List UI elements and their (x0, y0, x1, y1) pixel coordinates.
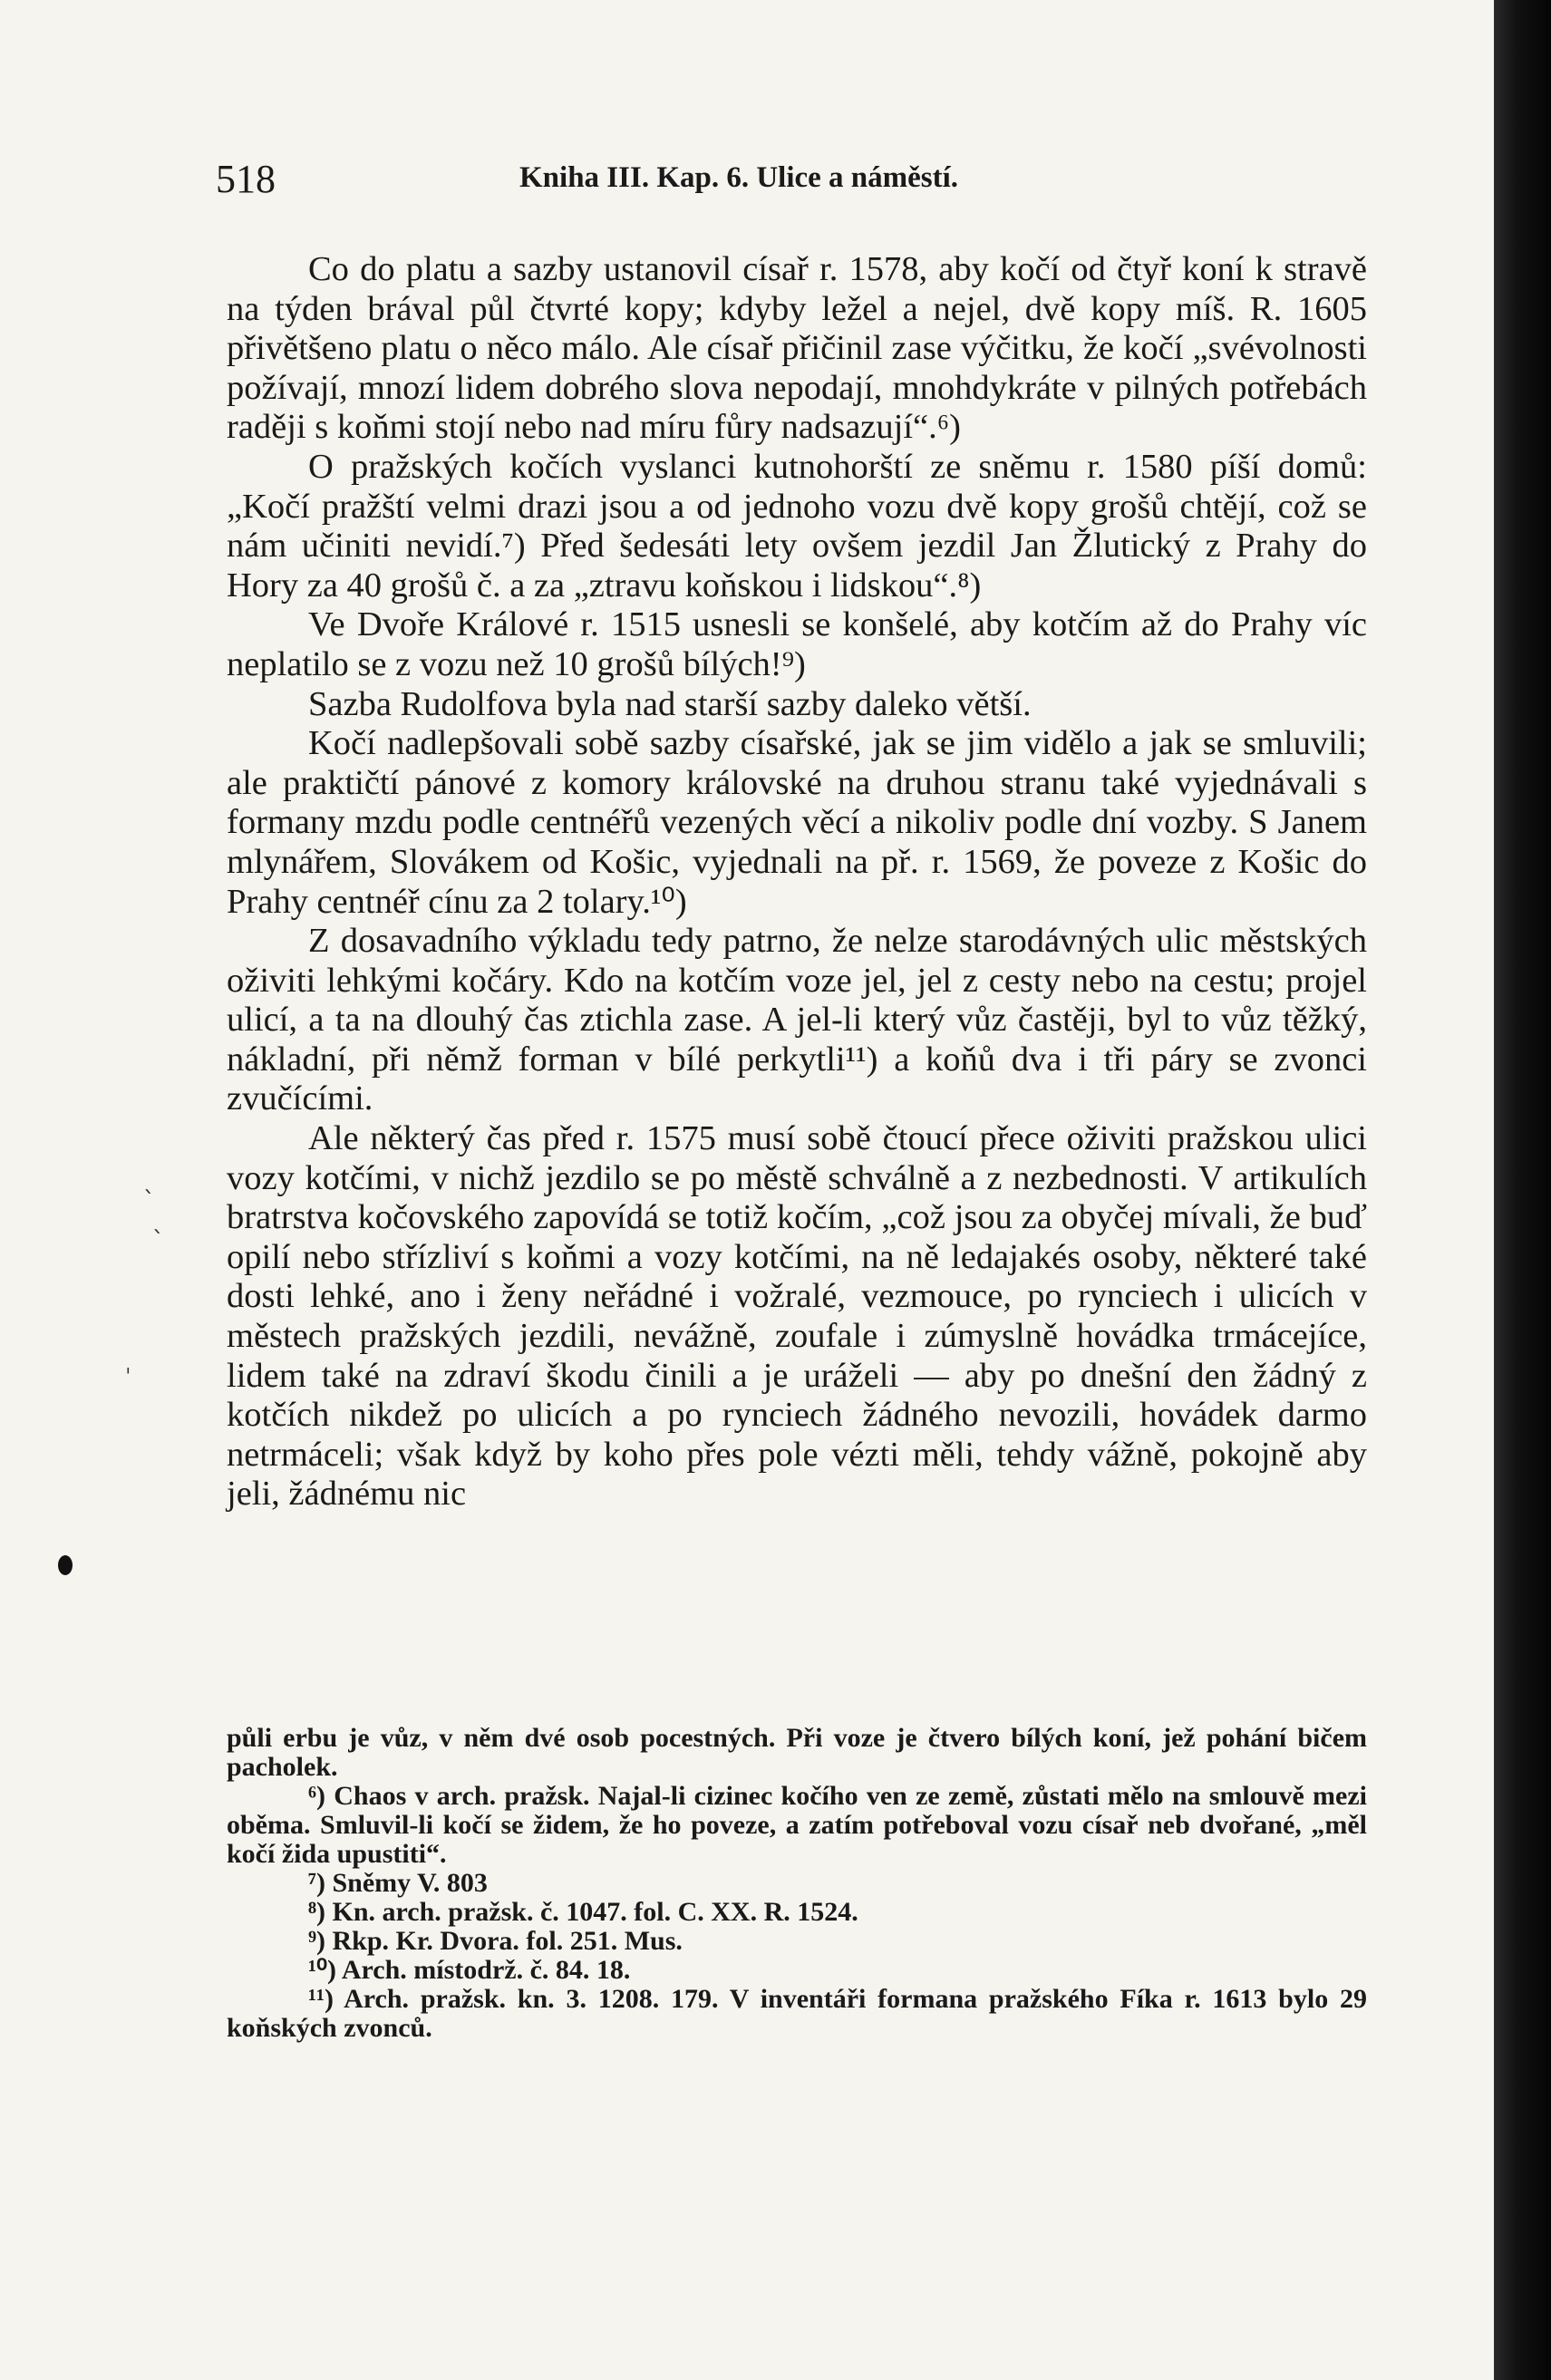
page-header (216, 156, 1367, 207)
footnote: ¹⁰) Arch. místodrž. č. 84. 18. (308, 1955, 631, 1985)
main-text (227, 250, 1367, 1514)
footnote: ⁷) Sněmy V. 803 (308, 1868, 488, 1898)
paragraph: O pražských kočích vyslanci kutnohorští ze sněmu r. 1580 píší domů: „Kočí pražští velmi drazi jsou a od jednoho vozu dvě kopy grošů chtějí, což se nám učiniti nevidí.⁷) Před šedesáti lety ovšem jezdil Jan Žlutický z Prahy do Hory za 40 grošů č. a za „ztravu koňskou i lidskou“.⁸) (227, 447, 1367, 605)
scan-border (1494, 0, 1551, 2380)
footnote: ¹¹) Arch. pražsk. kn. 3. 1208. 179. V inventáři formana pražského Fíka r. 1613 bylo 29 koňských zvonců. (227, 1984, 1367, 2043)
paragraph: Ale některý čas před r. 1575 musí sobě čtoucí přece oživiti pražskou ulici vozy kotčími, v nichž jezdilo se po městě schválně a z nezbednosti. V artikulích bratrstva kočovského zapovídá se totiž kočím, „což jsou za obyčej mívali, že buď opilí nebo střízliví s koňmi a vozy kotčími, na ně ledajakés osoby, některé také dosti lehké, ano i ženy neřádné i vožralé, vezmouce, po rynciech i ulicích v městech pražských jezdili, nevážně, zoufale i zúmyslně hovádka trmácejíce, lidem také na zdraví škodu činili a je uráželi — aby po dnešní den žádný z kotčích nikdež po ulicích a po rynciech žádného nevozili, hovádek darmo netrmáceli; však když by koho přes pole vézti měli, tehdy vážně, pokojně aby jeli, žádnému nic (227, 1119, 1367, 1514)
paragraph: Co do platu a sazby ustanovil císař r. 1578, aby kočí od čtyř koní k stravě na týden brával půl čtvrté kopy; kdyby ležel a nejel, dvě kopy míš. R. 1605 přivětšeno platu o něco málo. Ale císař přičinil zase výčitku, že kočí „svévolnosti požívají, mnozí lidem dobrého slova nepodají, mnohdykráte v pilných potřebách raději s koňmi stojí nebo nad míru fůry nadsazují“.⁶) (227, 250, 1367, 447)
footnotes (227, 1724, 1367, 2043)
ink-spot-icon (58, 1555, 73, 1575)
footnote: ⁹) Rkp. Kr. Dvora. fol. 251. Mus. (308, 1926, 683, 1956)
footnote-continuation: půli erbu je vůz, v něm dvé osob pocestných. Při voze je čtvero bílých koní, jež pohání bičem pacholek. (227, 1723, 1367, 1782)
paragraph: Ve Dvoře Králové r. 1515 usnesli se konšelé, aby kotčím až do Prahy víc neplatilo se z vozu než 10 grošů bílých!⁹) (227, 605, 1367, 683)
paragraph: Sazba Rudolfova byla nad starší sazby daleko větší. (308, 684, 1032, 723)
pencil-mark-icon: ˌ (125, 1350, 131, 1376)
paragraph: Z dosavadního výkladu tedy patrno, že nelze starodávných ulic městských oživiti lehkými kočáry. Kdo na kotčím voze jel, jel z cesty nebo na cestu; projel ulicí, a ta na dlouhý čas ztichla zase. A jel-li který vůz častěji, byl to vůz těžký, nákladní, při němž forman v bílé perkytli¹¹) a koňů dva i tři páry se zvonci zvučícími. (227, 922, 1367, 1118)
running-title: Kniha III. Kap. 6. Ulice a náměstí. (519, 161, 959, 194)
pencil-mark-icon: ˋ (143, 1187, 155, 1214)
pencil-mark-icon: ˋ (152, 1227, 164, 1254)
page-number: 518 (216, 157, 276, 201)
footnote: ⁸) Kn. arch. pražsk. č. 1047. fol. C. XX. R. 1524. (308, 1897, 858, 1927)
footnote: ⁶) Chaos v arch. pražsk. Najal-li cizinec kočího ven ze země, zůstati mělo na smlouvě mezi oběma. Smluvil-li kočí se židem, že ho poveze, a zatím potřeboval vozu císař neb dvořané, „měl kočí žida upustiti“. (227, 1781, 1367, 1869)
paragraph: Kočí nadlepšovali sobě sazby císařské, jak se jim vidělo a jak se smluvili; ale praktičtí pánové z komory královské na druhou stranu také vyjednávali s formany mzdu podle centnéřů vezených věcí a nikoliv podle dní vozby. S Janem mlynářem, Slovákem od Košic, vyjednali na př. r. 1569, že poveze z Košic do Prahy centnéř cínu za 2 tolary.¹⁰) (227, 724, 1367, 921)
